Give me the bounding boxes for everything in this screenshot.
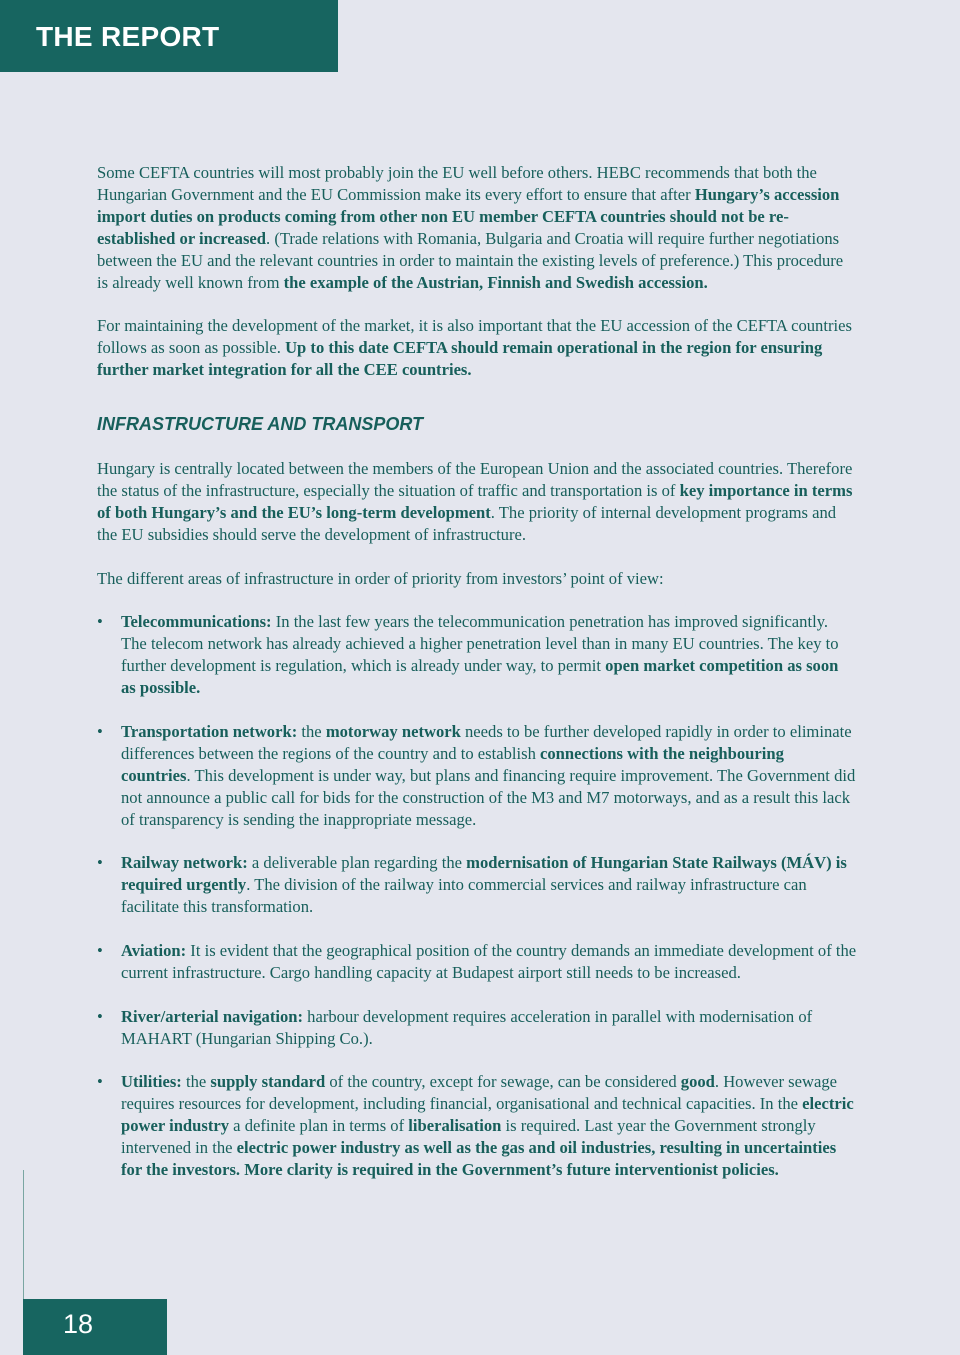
bold-text: Telecommunications: xyxy=(121,612,272,632)
intro-paragraph-2: For maintaining the development of the market, it is also important that the EU accession of the CEFTA countries follows as soon as possible. Up to this date CEFTA should remain operational in the region for ensuring further market integration for all the CEE countries. xyxy=(97,316,852,380)
bullet-icon: • xyxy=(97,1006,103,1026)
bold-text: Up to this date CEFTA should remain operational in the region for ensuring further market integration for all the CEE countries. xyxy=(97,338,823,380)
bold-text: River/arterial navigation: xyxy=(121,1006,304,1026)
list-item-text: Railway network: a deliverable plan regarding the modernisation of Hungarian State Railways (MÁV) is required urgently. The division of the railway into commercial services and railway infrastructure can facilitate this transformation. xyxy=(121,853,847,917)
list-item-text: Telecommunications: In the last few years the telecommunication penetration has improved significantly. The telecom network has already achieved a higher penetration level than in many EU countries. The key to further development is regulation, which is already under way, to permit open market competition as soon as possible. xyxy=(121,612,839,698)
list-item-text: Aviation: It is evident that the geographical position of the country demands an immediate development of the current infrastructure. Cargo handling capacity at Budapest airport still needs to be increased. xyxy=(121,940,857,982)
bold-text: supply standard xyxy=(210,1072,326,1092)
page-title: THE REPORT xyxy=(36,21,220,52)
bold-text: motorway network xyxy=(325,721,461,741)
section-paragraph-2: The different areas of infrastructure in order of priority from investors’ point of view: xyxy=(97,568,664,588)
bold-text: electric power industry xyxy=(121,1094,854,1136)
list-item-text: River/arterial navigation: harbour development requires acceleration in parallel with modernisation of MAHART (Hungarian Shipping Co.). xyxy=(121,1006,813,1048)
page-number: 18 xyxy=(62,1309,94,1339)
list-item-text: Transportation network: the motorway network needs to be further developed rapidly in order to eliminate differences between the regions of the country and to establish connections with the neighbouring countries. This development is under way, but plans and financing require improvement. The Government did not announce a public call for bids for the construction of the M3 and M7 motorways, and as a result this lack of transparency is sending the inappropriate message. xyxy=(121,721,856,829)
section-heading: INFRASTRUCTURE AND TRANSPORT xyxy=(97,414,423,435)
margin-rule xyxy=(23,1170,24,1300)
list-item-telecommunications xyxy=(97,611,857,699)
bold-text: modernisation of Hungarian State Railways (MÁV) is required urgently xyxy=(121,853,847,895)
bold-text: Hungary’s accession import duties on products coming from other non EU member CEFTA countries should not be re-established or increased xyxy=(97,184,840,248)
bold-text: electric power industry as well as the gas and oil industries, resulting in uncertainties for the investors. More clarity is required in the Government’s future interventionist policies. xyxy=(121,1138,837,1179)
bold-text: good xyxy=(680,1072,715,1092)
page-number-box xyxy=(23,1299,167,1355)
header-band xyxy=(0,0,338,72)
bullet-icon: • xyxy=(97,1072,103,1092)
bullet-icon: • xyxy=(97,721,103,741)
bold-text: Aviation: xyxy=(121,940,187,960)
bold-text: Utilities: xyxy=(121,1072,182,1092)
bullet-icon: • xyxy=(97,612,103,632)
bold-text: connections with the neighbouring countries xyxy=(121,743,784,785)
list-item-river-navigation xyxy=(97,1006,857,1050)
bullet-icon: • xyxy=(97,853,103,873)
list-item-text: Utilities: the supply standard of the country, except for sewage, can be considered good. However sewage requires resources for development, including financial, organisational and technical capacities. In the electric power industry a definite plan in terms of liberalisation is required. Last year the Government strongly intervened in the electric power industry as well as the gas and oil industries, resulting in uncertainties for the investors. More clarity is required in the Government’s future interventionist policies. xyxy=(121,1072,854,1179)
report-body xyxy=(97,162,857,1203)
list-item-transportation xyxy=(97,721,857,831)
bold-text: key importance in terms of both Hungary’s and the EU’s long-term development xyxy=(97,480,853,522)
list-item-aviation xyxy=(97,940,857,984)
bold-text: Railway network: xyxy=(121,853,248,873)
section-paragraph-1: Hungary is centrally located between the members of the European Union and the associated countries. Therefore the status of the infrastructure, especially the situation of traffic and transportation is of key importance in terms of both Hungary’s and the EU’s long-term development. The priority of internal development programs and the EU subsidies should serve the development of infrastructure. xyxy=(97,459,853,544)
bold-text: open market competition as soon as possible. xyxy=(121,656,839,698)
intro-paragraph-1: Some CEFTA countries will most probably join the EU well before others. HEBC recommends that both the Hungarian Government and the EU Commission make its every effort to ensure that after Hungary’s accession import duties on products coming from other non EU member CEFTA countries should not be re-established or increased. (Trade relations with Romania, Bulgaria and Croatia will require further negotiations between the EU and the relevant countries in order to maintain the existing levels of preference.) This procedure is already well known from the example of the Austrian, Finnish and Swedish accession. xyxy=(97,163,844,292)
list-item-utilities xyxy=(97,1071,857,1181)
bold-text: liberalisation xyxy=(408,1116,502,1136)
bullet-icon: • xyxy=(97,940,103,960)
bold-text: Transportation network: xyxy=(121,721,298,741)
infrastructure-list xyxy=(97,611,857,1180)
list-item-railway xyxy=(97,852,857,918)
bold-text: the example of the Austrian, Finnish and Swedish accession. xyxy=(283,272,708,292)
